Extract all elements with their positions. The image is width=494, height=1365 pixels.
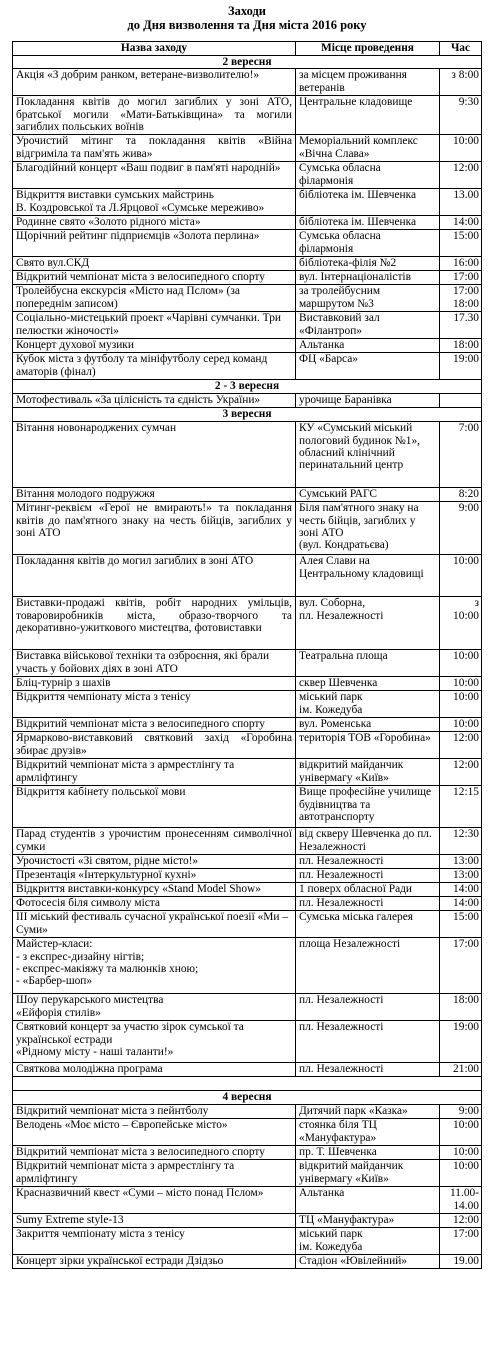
venue-cell: стоянка біля ТЦ «Мануфактура» [296,1119,440,1146]
table-row [13,162,482,189]
time-cell: 10:00 [440,1146,482,1160]
time-cell: 17.30 [440,312,482,339]
time-cell: 17:00 18:00 [440,285,482,312]
venue-cell: пр. Т. Шевченка [296,1146,440,1160]
table-row [13,96,482,135]
table-row [13,1146,482,1160]
event-name-cell: Бліц-турнір з шахів [13,677,296,691]
venue-cell: пл. Незалежності [296,994,440,1021]
event-name-cell: Соціально-мистецький проект «Чарівні сумчанки. Три пелюстки жіночості» [13,312,296,339]
time-cell: 11.00- 14.00 [440,1187,482,1214]
table-row [13,1228,482,1255]
event-name-cell: Кубок міста з футболу та мініфутболу серед команд аматорів (фінал) [13,353,296,380]
venue-cell: Меморіальний комплекс «Вічна Слава» [296,135,440,162]
table-row [13,488,482,502]
time-cell: 17:00 [440,938,482,994]
venue-cell: вул. Соборна, пл. Незалежності [296,597,440,650]
section-header-row [13,408,482,422]
event-name-cell: Благодійний концерт «Ваш подвиг в пам'яті народній» [13,162,296,189]
event-name-cell: Концерт духової музики [13,339,296,353]
event-name-cell: Ярмарково-виставковий святковий захід «Горобина збирає друзів» [13,732,296,759]
time-cell: 19:00 [440,353,482,380]
venue-cell: відкритий майданчик універмагу «Київ» [296,1160,440,1187]
time-cell [440,394,482,408]
header-event-name: Назва заходу [13,42,296,56]
event-name-cell: Родинне свято «Золото рідного міста» [13,216,296,230]
event-name-cell: Відкритий чемпіонат міста з армрестлінгу та армліфтингу [13,1160,296,1187]
table-row [13,1119,482,1146]
time-cell: з 8:00 [440,69,482,96]
section-date: 2 вересня [13,56,482,69]
event-name-cell: Фотосесія біля символу міста [13,897,296,911]
event-name-cell: Покладання квітів до могил загиблих в зоні АТО [13,555,296,597]
venue-cell: урочище Баранівка [296,394,440,408]
venue-cell: бібліотека ім. Шевченка [296,189,440,216]
time-cell: 12:00 [440,759,482,786]
table-header-row [13,42,482,56]
table-row [13,911,482,938]
time-cell: 10:00 [440,135,482,162]
venue-cell: бібліотека ім. Шевченка [296,216,440,230]
time-cell: 17:00 [440,1228,482,1255]
venue-cell: територія ТОВ «Горобина» [296,732,440,759]
table-row [13,1063,482,1077]
section-date: 4 вересня [13,1091,482,1105]
page-header [0,0,494,40]
time-cell: 15:00 [440,911,482,938]
table-row [13,312,482,339]
event-name-cell: Виставки-продажі квітів, робіт народних умільців, товаровиробників міста, образо-творчого та декоративно-ужиткового мистецтва, фотовиставки [13,597,296,650]
event-name-cell: Відкритий чемпіонат міста з велосипедного спорту [13,1146,296,1160]
table-row [13,597,482,650]
time-cell: 8:20 [440,488,482,502]
event-name-cell: Відкриття виставки-конкурсу «Stand Model Show» [13,883,296,897]
time-cell: 10:00 [440,1119,482,1146]
event-name-cell: Мітинг-реквієм «Герої не вмирають!» та покладання квітів до пам'ятного знаку на честь бійців, загиблих у зоні АТО [13,502,296,555]
event-name-cell: Відкриття виставки сумських майстринь В. Коздровської та Л.Ярцової «Сумське мереживо» [13,189,296,216]
time-cell: 10:00 [440,718,482,732]
event-name-cell: Шоу перукарського мистецтва «Ейфорія стилів» [13,994,296,1021]
table-row [13,1160,482,1187]
event-name-cell: Концерт зірки української естради Дзідзьо [13,1255,296,1269]
table-row [13,883,482,897]
time-cell: 17:00 [440,271,482,285]
venue-cell: від скверу Шевченка до пл. Незалежності [296,828,440,855]
time-cell: 21:00 [440,1063,482,1077]
header-time: Час [440,42,482,56]
page-subtitle: до Дня визволення та Дня міста 2016 року [127,18,367,32]
event-name-cell: Закриття чемпіонату міста з тенісу [13,1228,296,1255]
table-row [13,69,482,96]
venue-cell: Виставковий зал «Філантроп» [296,312,440,339]
venue-cell: 1 поверх обласної Ради [296,883,440,897]
event-name-cell: Красназвичний квест «Суми – місто понад Пслом» [13,1187,296,1214]
table-row [13,353,482,380]
event-name-cell: Відкритий чемпіонат міста з велосипедного спорту [13,271,296,285]
table-row [13,718,482,732]
event-name-cell: Вітання новонароджених сумчан [13,422,296,488]
spacer-row [13,1077,482,1091]
table-row [13,650,482,677]
section-header-row [13,56,482,69]
venue-cell: ФЦ «Барса» [296,353,440,380]
venue-cell: Стадіон «Ювілейний» [296,1255,440,1269]
venue-cell: Дитячий парк «Казка» [296,1105,440,1119]
venue-cell: Сумська міська галерея [296,911,440,938]
table-row [13,691,482,718]
table-row [13,732,482,759]
event-name-cell: Свято вул.СКД [13,257,296,271]
section-header-row [13,380,482,394]
table-row [13,502,482,555]
table-row [13,1187,482,1214]
table-row [13,1214,482,1228]
event-name-cell: Щорічний рейтинг підприємців «Золота перлина» [13,230,296,257]
table-row [13,422,482,488]
venue-cell: ТЦ «Мануфактура» [296,1214,440,1228]
time-cell: 13.00 [440,189,482,216]
event-name-cell: Відкриття чемпіонату міста з тенісу [13,691,296,718]
event-name-cell: Вітання молодого подружжя [13,488,296,502]
event-name-cell: Велодень «Моє місто – Європейське місто» [13,1119,296,1146]
events-table [12,41,482,1269]
table-row [13,897,482,911]
table-row [13,189,482,216]
section-date: 2 - 3 вересня [13,380,482,394]
venue-cell: Альтанка [296,1187,440,1214]
table-row [13,938,482,994]
time-cell: 13:00 [440,869,482,883]
venue-cell: Алея Слави на Центральному кладовищі [296,555,440,597]
time-cell: 9:00 [440,1105,482,1119]
table-row [13,869,482,883]
time-cell: 10:00 [440,677,482,691]
venue-cell: сквер Шевченка [296,677,440,691]
time-cell: 10:00 [440,1160,482,1187]
venue-cell: міський парк ім. Кожедуба [296,691,440,718]
table-row [13,786,482,828]
time-cell: 7:00 [440,422,482,488]
section-date: 3 вересня [13,408,482,422]
table-row [13,855,482,869]
event-name-cell: Святкова молодіжна програма [13,1063,296,1077]
time-cell: 10:00 [440,650,482,677]
time-cell: 12:00 [440,1214,482,1228]
spacer-cell [13,1077,482,1091]
time-cell: 13:00 [440,855,482,869]
venue-cell: пл. Незалежності [296,1021,440,1063]
table-row [13,828,482,855]
time-cell: 19.00 [440,1255,482,1269]
event-name-cell: Майстер-класи: - з експрес-дизайну нігтів; - експрес-макіяжу та малюнків хною; - «Барбер-шоп» [13,938,296,994]
event-name-cell: Sumy Extreme style-13 [13,1214,296,1228]
table-row [13,216,482,230]
time-cell: 12:30 [440,828,482,855]
venue-cell: міський парк ім. Кожедуба [296,1228,440,1255]
table-row [13,555,482,597]
venue-cell: пл. Незалежності [296,855,440,869]
time-cell: 9:00 [440,502,482,555]
page-title: Заходи [227,4,267,18]
time-cell: 14:00 [440,216,482,230]
venue-cell: пл. Незалежності [296,897,440,911]
time-cell: 9:30 [440,96,482,135]
time-cell: 19:00 [440,1021,482,1063]
table-row [13,271,482,285]
table-row [13,1105,482,1119]
header-venue: Місце проведення [296,42,440,56]
table-row [13,994,482,1021]
time-cell: 10:00 [440,555,482,597]
event-name-cell: Святковий концерт за участю зірок сумської та української естради «Рідному місту - наші таланти!» [13,1021,296,1063]
table-row [13,1255,482,1269]
time-cell: 15:00 [440,230,482,257]
venue-cell: Сумська обласна філармонія [296,162,440,189]
table-row [13,339,482,353]
venue-cell: вул. Роменська [296,718,440,732]
time-cell: 14:00 [440,897,482,911]
table-row [13,677,482,691]
table-row [13,285,482,312]
time-cell: 14:00 [440,883,482,897]
venue-cell: за тролейбусним маршрутом №3 [296,285,440,312]
table-row [13,1021,482,1063]
time-cell: 12:00 [440,162,482,189]
time-cell: 18:00 [440,994,482,1021]
event-name-cell: Урочистий мітинг та покладання квітів «Війна відгриміла та пам'ять жива» [13,135,296,162]
venue-cell: Сумський РАГС [296,488,440,502]
venue-cell: відкритий майданчик універмагу «Київ» [296,759,440,786]
table-body [13,56,482,1269]
table-row [13,135,482,162]
event-name-cell: ІІІ міський фестиваль сучасної української поезії «Ми – Суми» [13,911,296,938]
venue-cell: площа Незалежності [296,938,440,994]
event-name-cell: Мотофестиваль «За цілісність та єдність України» [13,394,296,408]
venue-cell: пл. Незалежності [296,1063,440,1077]
venue-cell: пл. Незалежності [296,869,440,883]
time-cell: 12:00 [440,732,482,759]
table-row [13,230,482,257]
time-cell: 16:00 [440,257,482,271]
event-name-cell: Відкриття кабінету польської мови [13,786,296,828]
event-name-cell: Відкритий чемпіонат міста з армрестлінгу та армліфтингу [13,759,296,786]
table-row [13,257,482,271]
venue-cell: вул. Інтернаціоналістів [296,271,440,285]
venue-cell: Альтанка [296,339,440,353]
table-row [13,759,482,786]
time-cell: 12:15 [440,786,482,828]
section-header-row [13,1091,482,1105]
event-name-cell: Парад студентів з урочистим пронесенням символічної сумки [13,828,296,855]
event-name-cell: Презентація «Інтеркультурної кухні» [13,869,296,883]
event-name-cell: Урочистості «Зі святом, рідне місто!» [13,855,296,869]
venue-cell: бібліотека-філія №2 [296,257,440,271]
venue-cell: Сумська обласна філармонія [296,230,440,257]
venue-cell: за місцем проживання ветеранів [296,69,440,96]
venue-cell: КУ «Сумський міський пологовий будинок №1», обласний клінічний перинатальний центр [296,422,440,488]
event-name-cell: Відкритий чемпіонат міста з пейнтболу [13,1105,296,1119]
time-cell: з 10:00 [440,597,482,650]
time-cell: 18:00 [440,339,482,353]
time-cell: 10:00 [440,691,482,718]
table-row [13,394,482,408]
venue-cell: Театральна площа [296,650,440,677]
venue-cell: Біля пам'ятного знаку на честь бійців, загиблих у зоні АТО (вул. Кондратьєва) [296,502,440,555]
event-name-cell: Виставка військової техніки та озброєння, які брали участь у бойових діях в зоні АТО [13,650,296,677]
venue-cell: Центральне кладовище [296,96,440,135]
event-name-cell: Відкритий чемпіонат міста з велосипедного спорту [13,718,296,732]
venue-cell: Вище професійне училище будівництва та автотранспорту [296,786,440,828]
event-name-cell: Покладання квітів до могил загиблих у зоні АТО, братської могили «Мати-Батьківщина» та могили загиблих польських воїнів [13,96,296,135]
event-name-cell: Тролейбусна екскурсія «Місто над Пслом» (за попереднім записом) [13,285,296,312]
event-name-cell: Акція «З добрим ранком, ветеране-визволителю!» [13,69,296,96]
